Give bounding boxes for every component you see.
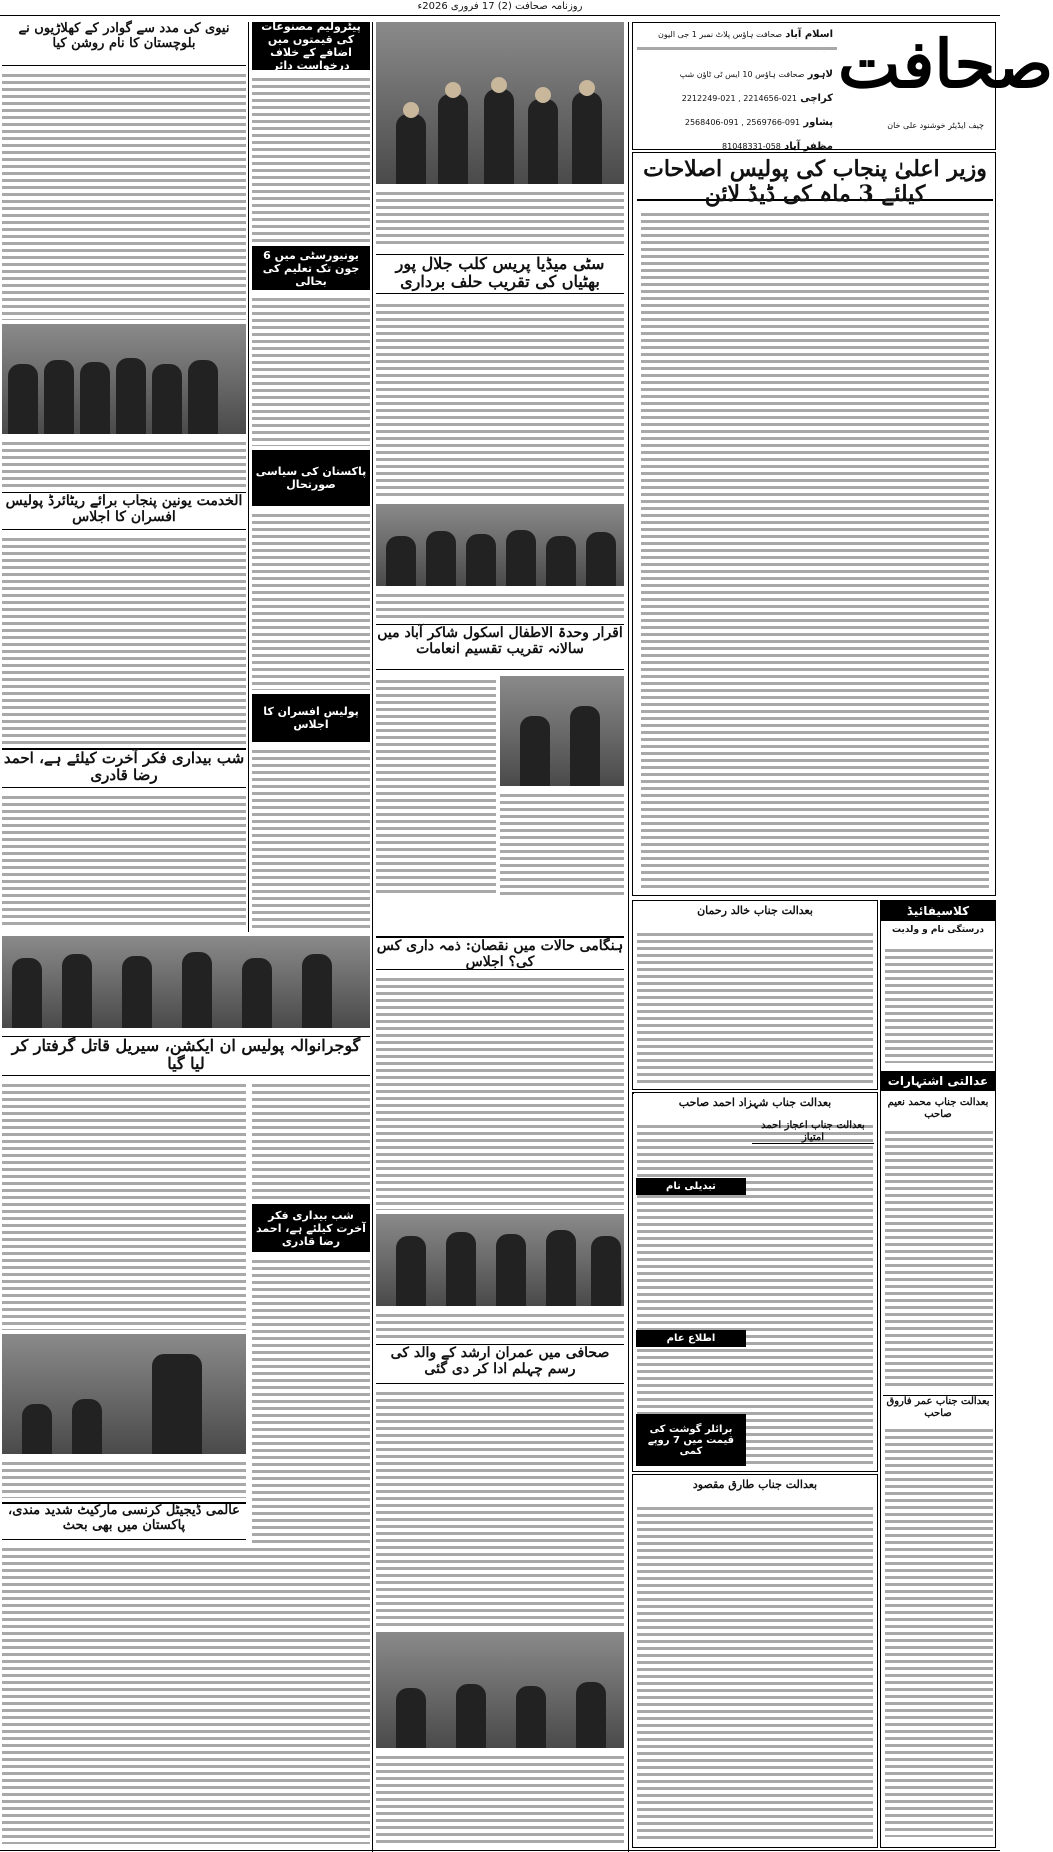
emergency-body [376, 974, 624, 1210]
gwadar-headline: نیوی کی مدد سے گوادر کے کھلاڑیوں نے بلوچستان کا نام روشن کیا [2, 22, 246, 66]
gujranwala-body [2, 1080, 246, 1330]
bureau-lahore: لاہور صحافت ہاؤس 10 ایس ٹی ٹاؤن شپ [679, 69, 833, 80]
lead-story-box [632, 152, 996, 896]
award-caption [376, 1310, 624, 1340]
right-col-body-2 [252, 1080, 370, 1200]
name-change-badge: تبدیلی نام [636, 1178, 746, 1195]
lead-headline: وزیر اعلیٰ پنجاب کی پولیس اصلاحات کیلئے 3 ماہ کی ڈیڈ لائن [637, 157, 993, 201]
court-notice-3-text [637, 1503, 873, 1843]
university-headline: یونیورسٹی میں 6 جون تک تعلیم کی بحالی [252, 246, 370, 290]
shab-bedari-body [2, 792, 246, 926]
price-headline: شب بیداری فکر آخرت کیلئے ہے، احمد رضا قادری [252, 1204, 370, 1252]
gujranwala-headline: گوجرانوالہ پولیس ان ایکشن، سیریل قاتل گرفتار کر لیا گیا [2, 1036, 370, 1076]
photo-school-event [500, 676, 624, 786]
column-rule [372, 22, 373, 1852]
notice-2-title: بعدالت جناب عمر فاروق صاحب [883, 1395, 993, 1419]
notice-4-title: بعدالت جناب اعجاز احمد امتیاز [752, 1120, 874, 1144]
police-headline: پولیس افسران کا اجلاس [252, 694, 370, 742]
classified-column [880, 900, 996, 1848]
photo-chehlum [376, 1632, 624, 1748]
bottom-rule [0, 1850, 1000, 1851]
classified-subtitle: درستگی نام و ولدیت [891, 925, 985, 935]
bureau-list [637, 27, 837, 152]
column-rule [248, 22, 249, 932]
university-body [252, 294, 370, 446]
court-notice-box-1 [632, 900, 878, 1090]
court-notice-box-3 [632, 1474, 878, 1848]
mid-headline-school: اقرار وحدۃ الاطفال اسکول شاکر آباد میں سالانہ تقریب تقسیم انعامات [376, 624, 624, 670]
notice-1-text [885, 1127, 993, 1387]
masthead-box [632, 22, 1053, 152]
court-ads-label: عدالتی اشتہارات [881, 1071, 995, 1091]
masthead-editor [843, 118, 988, 146]
court-notice-1-text [637, 929, 873, 1085]
mid-body-text-3 [500, 790, 624, 896]
photo-caption-text [376, 188, 624, 248]
spacer [632, 1092, 634, 1094]
political-body [252, 510, 370, 690]
police-body [252, 746, 370, 932]
petroleum-headline: پیٹرولیم مصنوعات کی قیمتوں میں اضافے کے خلاف درخواست دائر [252, 22, 370, 70]
court-notice-1-title: بعدالت جناب خالد رحمان [697, 904, 813, 917]
photo-caption-left [2, 438, 246, 488]
right-col-body-3 [252, 1256, 370, 1556]
classified-label: کلاسیفائیڈ [881, 901, 995, 921]
photo-caption-2 [376, 590, 624, 620]
photo-group-meeting [376, 22, 624, 184]
political-headline: پاکستان کی سیاسی صورتحال [252, 450, 370, 506]
general-notice-badge: اطلاع عام [636, 1330, 746, 1347]
chehlum-headline: صحافی میں عمران ارشد کے والد کی رسم چہلم ادا کر دی گئی [376, 1344, 624, 1384]
emergency-headline: ہنگامی حالات میں نقصان: ذمہ داری کس کی؟ اجلاس [376, 938, 624, 971]
bureau-karachi: کراچی 021-2214656 , 021-2212249 [681, 93, 833, 104]
top-date-strip: روزنامہ صحافت (2) 17 فروری 2026ء [417, 1, 583, 12]
notice-2-text [885, 1425, 993, 1837]
shab-bedari-headline: شب بیداری فکر آخرت کیلئے ہے، احمد رضا قادری [2, 748, 246, 788]
bureau-text [637, 43, 837, 51]
photo-seminar [2, 1334, 246, 1454]
bureau-peshawar: پشاور 091-2569766 , 091-2568406 [684, 117, 833, 128]
classified-text-1 [885, 945, 993, 1063]
gwadar-body [2, 70, 246, 320]
meat-price-headline: برائلر گوشت کی قیمت میں 7 روپے کمی [636, 1414, 746, 1466]
mid-body-text-1 [376, 300, 624, 500]
masthead-title: صحافت [838, 25, 1053, 103]
khidmat-body [2, 534, 246, 744]
photo-police-press-conference [2, 936, 370, 1028]
crypto-body [2, 1544, 370, 1844]
mid-body-text-2 [376, 676, 496, 896]
editor-line: چیف ایڈیٹر خوشنود علی خان [887, 121, 984, 130]
khidmat-headline: الخدمت یونین پنجاب برائے ریٹائرڈ پولیس افسران کا اجلاس [2, 492, 246, 530]
chehlum-caption [376, 1752, 624, 1844]
notice-1-title: بعدالت جناب محمد نعیم صاحب [887, 1097, 989, 1120]
lead-body-text [641, 209, 989, 889]
photo-caption-seminar [2, 1458, 246, 1498]
photo-press-club [376, 504, 624, 586]
photo-group-left [2, 324, 246, 434]
bureau-islamabad: اسلام آباد صحافت ہاؤس پلاٹ نمبر 1 جی الیون [657, 29, 833, 40]
court-notice-3-title: بعدالت جناب طارق مقصود [692, 1478, 818, 1491]
photo-award-ceremony [376, 1214, 624, 1306]
bureau-muzaffarabad: مظفر آباد 058-81048331 [722, 141, 833, 152]
column-rule [628, 22, 629, 1852]
court-notice-2-title: بعدالت جناب شہزاد احمد صاحب [678, 1096, 832, 1109]
chehlum-body [376, 1388, 624, 1628]
mid-headline-press-club: سٹی میڈیا پریس کلب جلال پور بھٹیاں کی تقریب حلف برداری [376, 254, 624, 294]
crypto-headline: عالمی ڈیجیٹل کرنسی مارکیٹ شدید مندی، پاکستان میں بھی بحث [2, 1502, 246, 1540]
top-rule [0, 15, 1000, 16]
petroleum-body [252, 74, 370, 242]
